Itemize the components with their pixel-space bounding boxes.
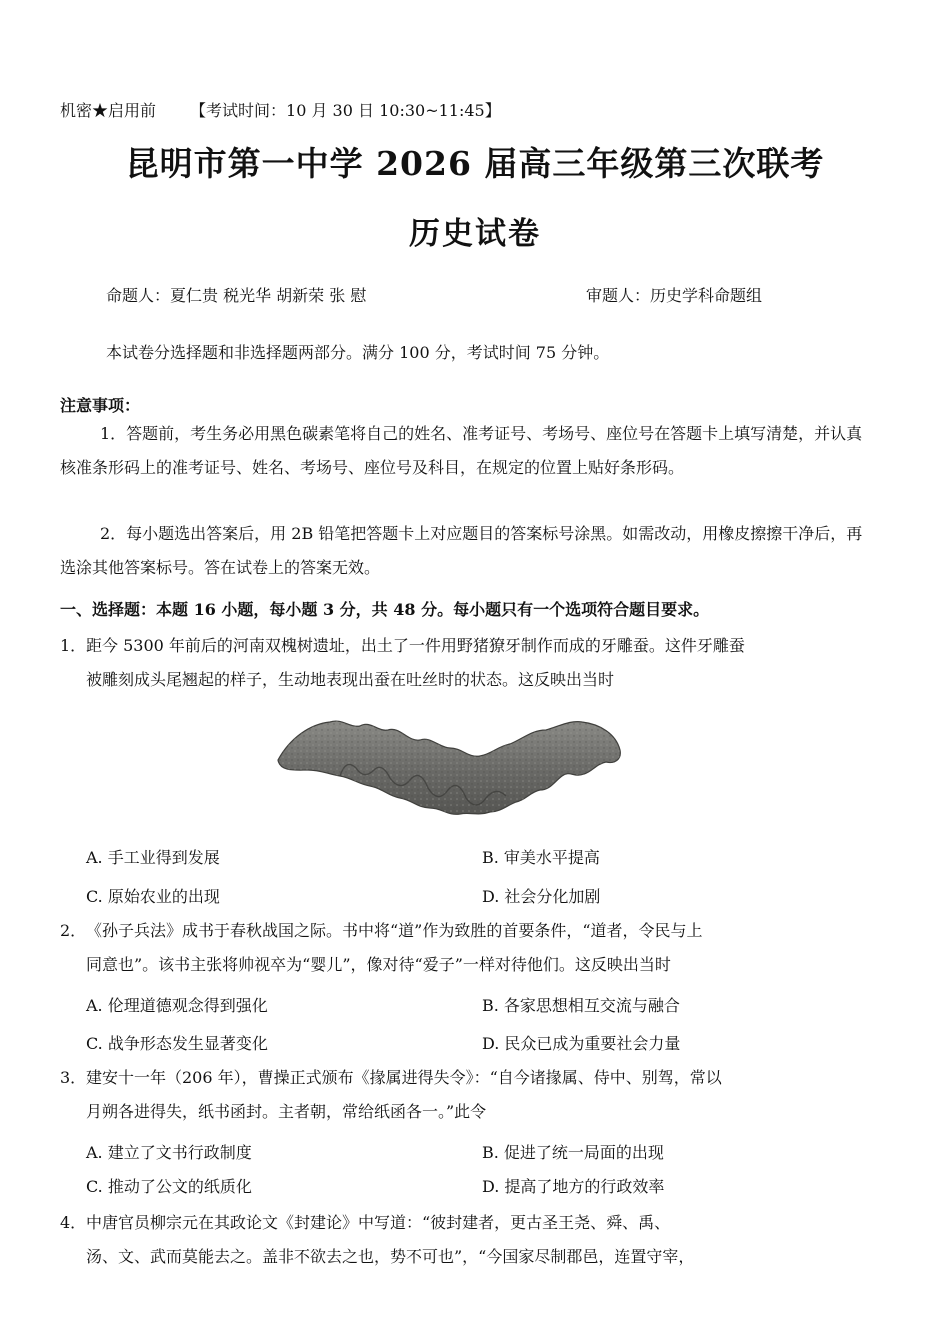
ivory-silkworm-image xyxy=(270,708,626,826)
option-b: B. 审美水平提高 xyxy=(482,848,600,867)
question-number: 3． xyxy=(60,1068,87,1087)
option-d: D. 提高了地方的行政效率 xyxy=(482,1177,665,1196)
option-d: D. 社会分化加剧 xyxy=(482,887,601,906)
option-c: C. 战争形态发生显著变化 xyxy=(86,1034,268,1053)
option-c: C. 原始农业的出现 xyxy=(86,887,220,906)
intro-text: 本试卷分选择题和非选择题两部分。满分 100 分，考试时间 75 分钟。 xyxy=(106,343,610,362)
note-item xyxy=(60,417,872,485)
confidential-label: 机密★启用前 xyxy=(60,101,157,120)
option-a: A. 建立了文书行政制度 xyxy=(86,1143,252,1162)
page-title: 昆明市第一中学 2026 届高三年级第三次联考 xyxy=(125,144,825,183)
subject-title: 历史试卷 xyxy=(409,216,541,252)
authors: 命题人：夏仁贵 税光华 胡新荣 张 慰 xyxy=(106,286,367,305)
question-3 xyxy=(60,1061,872,1129)
question-text: 同意也”。该书主张将帅视卒为“婴儿”，像对待“爱子”一样对待他们。这反映出当时 xyxy=(86,955,671,974)
question-text: 汤、文、武而莫能去之。盖非不欲去之也，势不可也”，“今国家尽制郡邑，连置守宰， xyxy=(86,1247,695,1266)
question-1 xyxy=(60,629,872,697)
question-number: 4． xyxy=(60,1213,87,1232)
option-a: A. 手工业得到发展 xyxy=(86,848,220,867)
question-number: 1． xyxy=(60,636,87,655)
note-item xyxy=(60,517,872,585)
question-4 xyxy=(60,1206,872,1274)
note-item-text: 2．每小题选出答案后，用 2B 铅笔把答题卡上对应题目的答案标号涂黑。如需改动，用橡皮擦擦干净后，再选涂其他答案标号。答在试卷上的答案无效。 xyxy=(60,524,863,577)
question-text: 月朔各进得失，纸书函封。主者朝，常给纸函各一。”此令 xyxy=(86,1102,487,1121)
option-b: B. 促进了统一局面的出现 xyxy=(482,1143,664,1162)
reviewer: 审题人：历史学科命题组 xyxy=(586,286,763,305)
question-text: 建安十一年（206 年），曹操正式颁布《掾属进得失令》：“自今诸掾属、侍中、别驾，常以 xyxy=(86,1068,722,1087)
question-text: 距今 5300 年前后的河南双槐树遗址，出土了一件用野猪獠牙制作而成的牙雕蚕。这件牙雕蚕 xyxy=(86,636,745,655)
question-text: 被雕刻成头尾翘起的样子，生动地表现出蚕在吐丝时的状态。这反映出当时 xyxy=(86,670,615,689)
option-d: D. 民众已成为重要社会力量 xyxy=(482,1034,681,1053)
question-number: 2． xyxy=(60,921,87,940)
question-text: 中唐官员柳宗元在其政论文《封建论》中写道：“彼封建者，更古圣王尧、舜、禹、 xyxy=(86,1213,671,1232)
option-c: C. 推动了公文的纸质化 xyxy=(86,1177,252,1196)
exam-header xyxy=(60,98,501,121)
note-item-text: 1．答题前，考生务必用黑色碳素笔将自己的姓名、准考证号、考场号、座位号在答题卡上填写清楚，并认真核准条形码上的准考证号、姓名、考场号、座位号及科目，在规定的位置上贴好条形码。 xyxy=(60,424,863,477)
section-heading: 一、选择题：本题 16 小题，每小题 3 分，共 48 分。每小题只有一个选项符合题目要求。 xyxy=(60,600,710,619)
exam-time: 【考试时间：10 月 30 日 10:30~11:45】 xyxy=(190,101,501,120)
notes-title: 注意事项： xyxy=(60,396,141,415)
question-text: 《孙子兵法》成书于春秋战国之际。书中将“道”作为致胜的首要条件，“道者，令民与上 xyxy=(86,921,703,940)
question-2 xyxy=(60,914,872,982)
option-b: B. 各家思想相互交流与融合 xyxy=(482,996,680,1015)
option-a: A. 伦理道德观念得到强化 xyxy=(86,996,268,1015)
